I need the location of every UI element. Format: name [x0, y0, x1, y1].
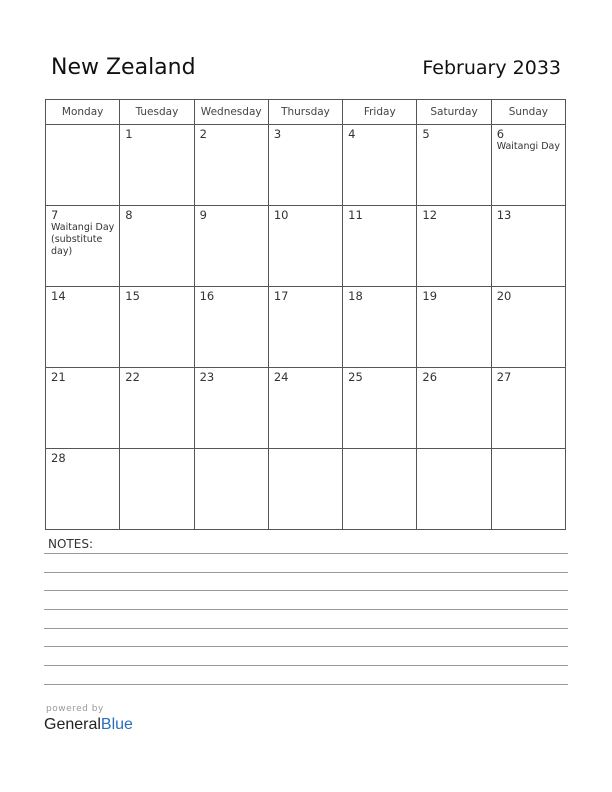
day-number: 11: [348, 208, 363, 222]
day-number: 2: [199, 127, 207, 141]
day-number: 1: [125, 127, 133, 141]
day-number: 24: [273, 370, 289, 384]
day-number: 18: [348, 289, 363, 303]
note-line: [44, 609, 568, 610]
day-number: 3: [273, 127, 282, 141]
week-row: [46, 287, 566, 368]
day-number: 17: [273, 289, 289, 303]
day-cell: [268, 449, 342, 530]
weekday-header: Friday: [343, 100, 417, 125]
day-cell: [194, 449, 268, 530]
day-cell: [417, 449, 491, 530]
day-cell: [268, 125, 342, 206]
day-number: 16: [199, 289, 215, 303]
day-cell: [343, 368, 417, 449]
day-cell: [46, 125, 120, 206]
brand-blue: Blue: [100, 716, 133, 733]
note-line: [44, 628, 568, 629]
day-cell: [343, 449, 417, 530]
day-number: 20: [496, 289, 512, 303]
week-row: [46, 206, 566, 287]
day-cell: [343, 206, 417, 287]
day-number: 27: [496, 370, 512, 384]
day-cell: [268, 368, 342, 449]
day-number: 15: [125, 289, 140, 303]
day-cell: [491, 206, 565, 287]
day-number: 10: [273, 208, 289, 222]
note-line: [44, 590, 568, 591]
week-row: [46, 368, 566, 449]
day-cell: [120, 125, 194, 206]
weekday-header: Sunday: [491, 100, 565, 125]
day-cell: [343, 287, 417, 368]
day-cell: [120, 368, 194, 449]
weekday-header: Monday: [46, 100, 120, 125]
weekday-header: Wednesday: [194, 100, 268, 125]
note-line: [44, 572, 568, 573]
day-cell: [194, 206, 268, 287]
day-cell: [194, 287, 268, 368]
calendar-grid: [45, 99, 566, 530]
weekday-header-row: [46, 100, 566, 125]
weekday-header: Thursday: [268, 100, 342, 125]
day-cell: [46, 206, 120, 287]
note-line: [44, 553, 568, 554]
holiday-label: Waitangi Day: [496, 141, 560, 152]
week-row: [46, 449, 566, 530]
weekday-header: Tuesday: [120, 100, 194, 125]
day-cell: [194, 125, 268, 206]
day-cell: [120, 206, 194, 287]
day-cell: [46, 368, 120, 449]
day-cell: [268, 206, 342, 287]
powered-by-text: powered by: [46, 704, 104, 714]
day-cell: [417, 206, 491, 287]
day-cell: [491, 368, 565, 449]
day-number: 25: [348, 370, 363, 384]
day-cell: [491, 287, 565, 368]
day-number: 21: [51, 370, 66, 384]
weekday-header: Saturday: [417, 100, 491, 125]
day-cell: [417, 125, 491, 206]
day-number: 22: [125, 370, 140, 384]
day-number: 14: [51, 289, 66, 303]
day-number: 5: [422, 127, 430, 141]
week-row: [46, 125, 566, 206]
brand-general: General: [44, 716, 101, 733]
day-number: 4: [348, 127, 356, 141]
country-title: New Zealand: [51, 55, 196, 80]
day-cell: [46, 449, 120, 530]
day-cell: [491, 449, 565, 530]
day-cell: [417, 287, 491, 368]
note-line: [44, 684, 568, 685]
day-number: 12: [422, 208, 438, 222]
day-cell: [343, 125, 417, 206]
day-cell: [417, 368, 491, 449]
day-cell: [120, 449, 194, 530]
day-cell: [268, 287, 342, 368]
day-number: 8: [125, 208, 133, 222]
day-number: 9: [199, 208, 207, 222]
brand-logo: [44, 716, 133, 734]
day-cell: [194, 368, 268, 449]
note-line: [44, 665, 568, 666]
notes-label: NOTES:: [48, 537, 93, 551]
day-number: 6: [496, 127, 505, 141]
day-cell: [120, 287, 194, 368]
holiday-label: Waitangi Day (substitute day): [51, 222, 115, 257]
day-number: 19: [422, 289, 438, 303]
day-number: 13: [496, 208, 512, 222]
day-number: 7: [51, 208, 59, 222]
day-number: 23: [199, 370, 215, 384]
day-number: 28: [51, 451, 66, 465]
day-cell: [46, 287, 120, 368]
day-cell: [491, 125, 565, 206]
note-line: [44, 646, 568, 647]
day-number: 26: [422, 370, 438, 384]
month-year-title: February 2033: [422, 57, 561, 79]
